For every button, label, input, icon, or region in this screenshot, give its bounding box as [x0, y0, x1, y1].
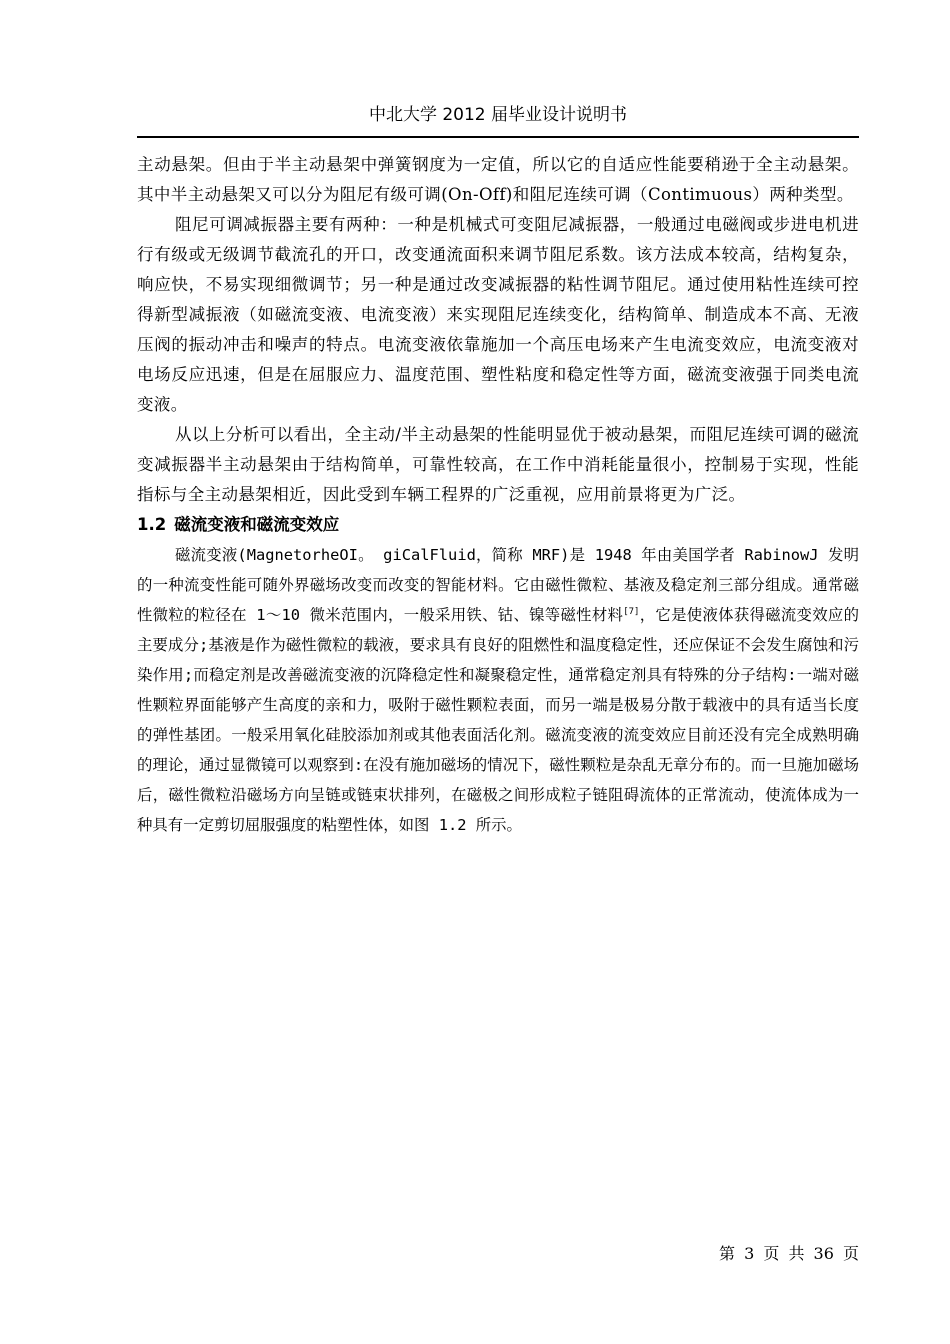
- page-header-title: 中北大学 2012 届毕业设计说明书: [368, 105, 628, 125]
- section-heading: [137, 510, 859, 540]
- page-number-footer: 第 3 页 共 36 页: [719, 1244, 859, 1263]
- paragraph-adjustable-damper: 阻尼可调减振器主要有两种：一种是机械式可变阻尼减振器，一般通过电磁阀或步进电机进行有级或无级调节截流孔的开口，改变通流面积来调节阻尼系数。该方法成本较高，结构复杂，响应快，不易实现细微调节；另一种是通过改变减振器的粘性调节阻尼。通过使用粘性连续可控得新型减振液（如磁流变液、电流变液）来实现阻尼连续变化，结构简单、制造成本不高、无液压阀的振动冲击和噪声的特点。电流变液依靠施加一个高压电场来产生电流变效应，电流变液对电场反应迅速，但是在屈服应力、温度范围、塑性粘度和稳定性等方面，磁流变液强于同类电流变液。: [137, 215, 859, 414]
- section-title: 磁流变液和磁流变效应: [174, 515, 340, 534]
- header-divider: [137, 136, 859, 138]
- document-body: [137, 150, 859, 840]
- paragraph-mrf-definition: [137, 540, 859, 840]
- paragraph-analysis-summary: 从以上分析可以看出，全主动/半主动悬架的性能明显优于被动悬架，而阻尼连续可调的磁流变减振器半主动悬架由于结构简单，可靠性较高，在工作中消耗能量很小，控制易于实现，性能指标与全主动悬架相近，因此受到车辆工程界的广泛重视，应用前景将更为广泛。: [137, 425, 859, 504]
- paragraph-text-part-1: 磁流变液(MagnetorheOI。 giCalFluid，简称 MRF)是 1948 年由美国学者 RabinowJ 发明的一种流变性能可随外界磁场改变而改变的智能材料。它由磁性微粒、基液及稳定剂三部分组成。通常磁性微粒的粒径在 1～10 微米范围内，一般采用铁、钴、镍等磁性材料: [137, 546, 859, 624]
- paragraph-text-part-2: ，它是使液体获得磁流变效应的主要成分;基液是作为磁性微粒的载液，要求具有良好的阻燃性和温度稳定性，还应保证不会发生腐蚀和污染作用;而稳定剂是改善磁流变液的沉降稳定性和凝聚稳定性，通常稳定剂具有特殊的分子结构:一端对磁性颗粒界面能够产生高度的亲和力，吸附于磁性颗粒表面，而另一端是极易分散于载液中的具有适当长度的弹性基团。一般采用氧化硅胶添加剂或其他表面活化剂。磁流变液的流变效应目前还没有完全成熟明确的理论，通过显微镜可以观察到:在没有施加磁场的情况下，磁性颗粒是杂乱无章分布的。而一旦施加磁场后，磁性微粒沿磁场方向呈链或链束状排列，在磁极之间形成粒子链阻碍流体的正常流动，使流体成为一种具有一定剪切屈服强度的粘塑性体，如图 1.2 所示。: [137, 606, 859, 834]
- citation-reference: [7]: [623, 606, 640, 617]
- paragraph-semi-active-suspension: 主动悬架。但由于半主动悬架中弹簧钢度为一定值，所以它的自适应性能要稍逊于全主动悬架。其中半主动悬架又可以分为阻尼有级可调(On-Off)和阻尼连续可调（Contimuous）两种类型。: [137, 155, 859, 204]
- section-number: 1.2: [137, 515, 167, 534]
